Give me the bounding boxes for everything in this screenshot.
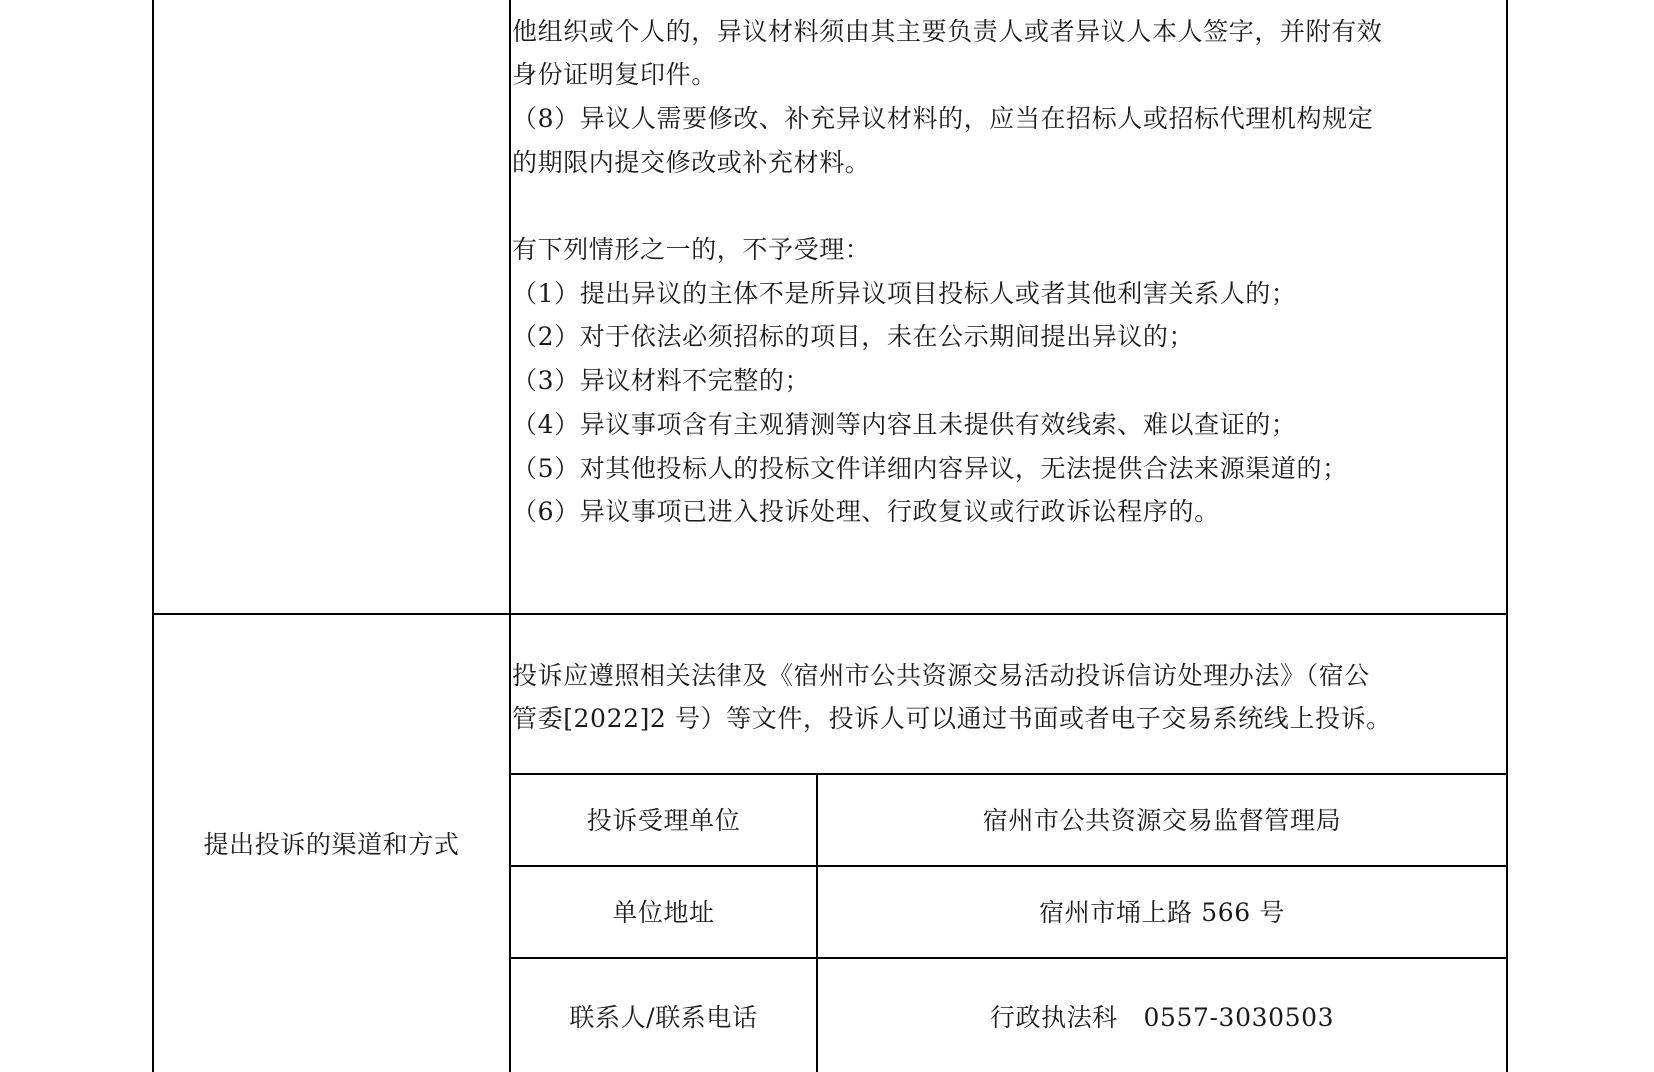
list-item: （5）对其他投标人的投标文件详细内容异议，无法提供合法来源渠道的； [512,454,1348,483]
paragraph-line: 有下列情形之一的，不予受理： [512,235,871,264]
inner-table-top-border [509,773,1508,775]
list-item: （1）提出异议的主体不是所异议项目投标人或者其他利害关系人的； [512,279,1297,308]
table-row-divider [152,613,1508,615]
contact-label: 联系人/联系电话 [569,1003,758,1032]
unit-address-value: 宿州市埇上路 566 号 [1039,898,1285,927]
list-item: （3）异议材料不完整的； [512,366,811,395]
paragraph-line: （8）异议人需要修改、补充异议材料的，应当在招标人或招标代理机构规定 [512,104,1374,133]
accepting-unit-value: 宿州市公共资源交易监督管理局 [982,806,1342,835]
list-item: （2）对于依法必须招标的项目，未在公示期间提出异议的； [512,322,1195,351]
list-item: （4）异议事项含有主观猜测等内容且未提供有效线索、难以查证的； [512,410,1297,439]
paragraph-line: 身份证明复印件。 [512,60,717,89]
complaint-intro-line: 管委[2022]2 号）等文件，投诉人可以通过书面或者电子交易系统线上投诉。 [512,704,1392,733]
table-border-right [1506,0,1508,1072]
list-item: （6）异议事项已进入投诉处理、行政复议或行政诉讼程序的。 [512,497,1220,526]
complaint-intro-line: 投诉应遵照相关法律及《宿州市公共资源交易活动投诉信访处理办法》（宿公 [512,661,1370,690]
accepting-unit-label: 投诉受理单位 [586,806,741,835]
paragraph-line: 的期限内提交修改或补充材料。 [512,148,871,177]
inner-table-row-divider-1 [509,865,1508,867]
complaint-row-label: 提出投诉的渠道和方式 [203,830,460,859]
contact-value: 行政执法科 0557-3030503 [989,1003,1335,1032]
paragraph-line: 他组织或个人的，异议材料须由其主要负责人或者异议人本人签字，并附有效 [512,17,1383,46]
inner-table-row-divider-2 [509,957,1508,959]
table-border-left [152,0,154,1072]
unit-address-label: 单位地址 [612,898,715,927]
